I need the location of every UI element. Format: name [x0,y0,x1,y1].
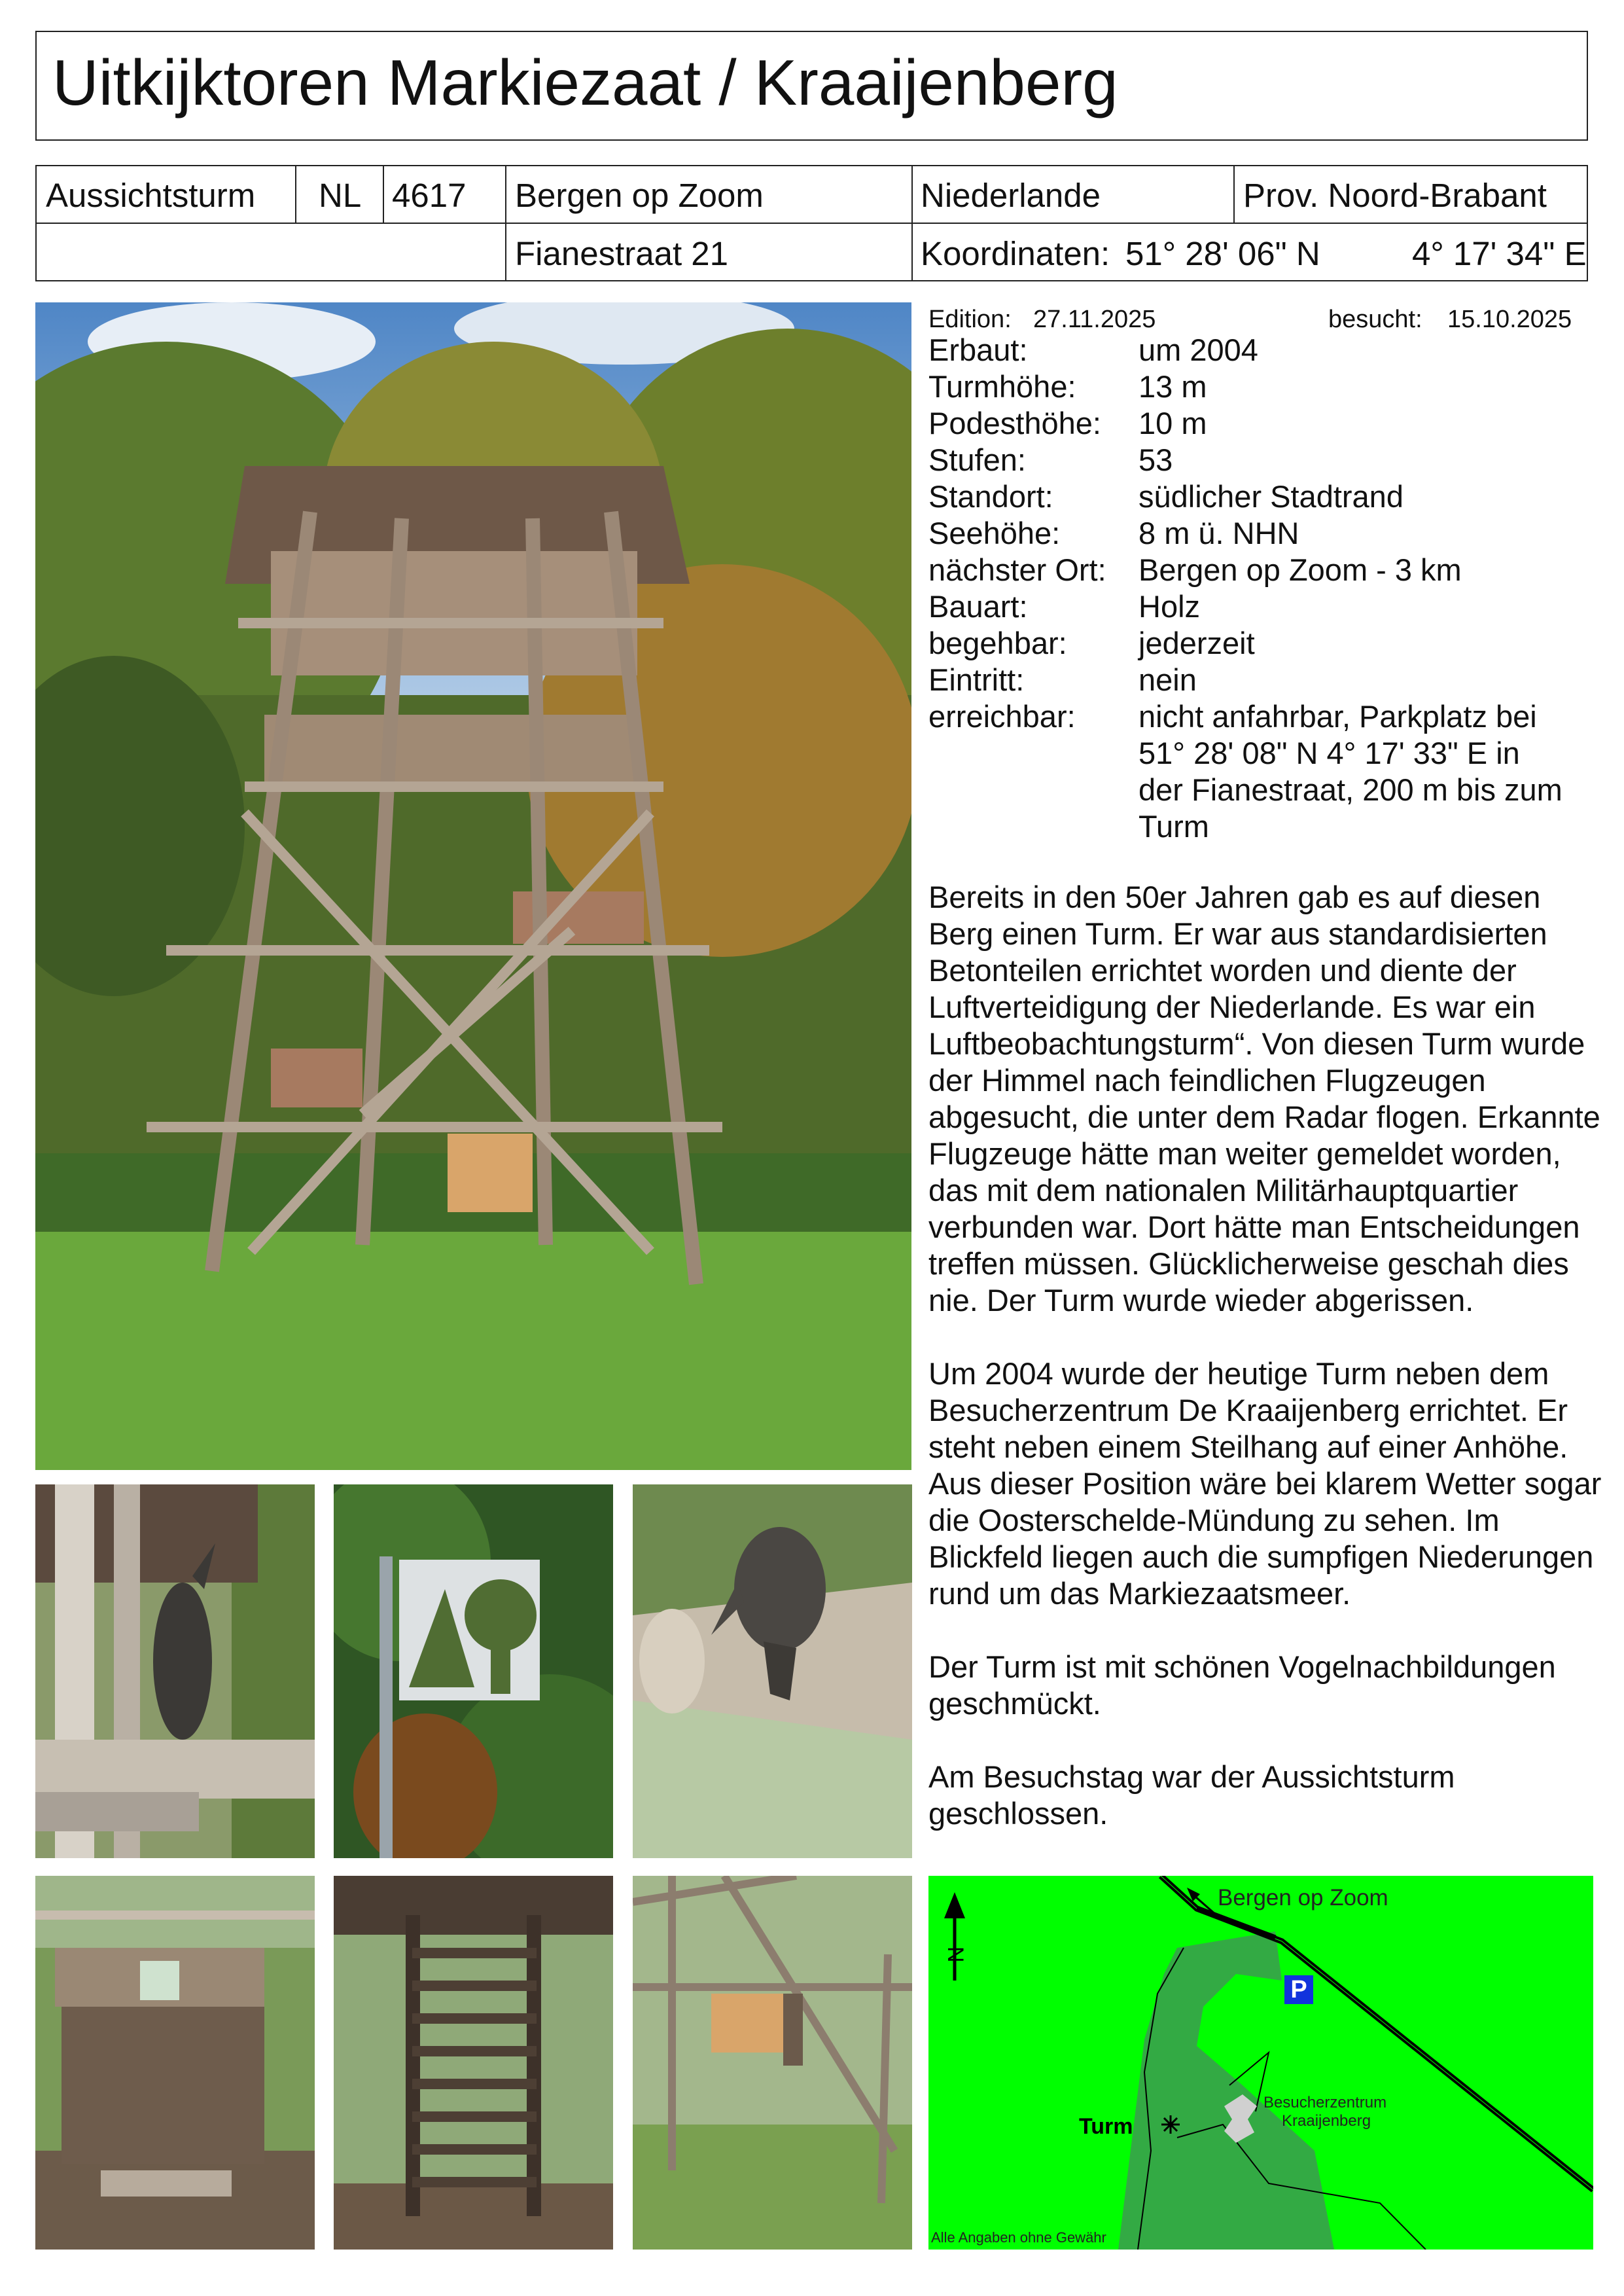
map-center-label: Besucherzentrum [1263,2094,1387,2111]
visited-date: 15.10.2025 [1447,306,1572,333]
photo-stairs [334,1876,613,2250]
fact-label: Eintritt: [928,662,1025,697]
cell-street: Fianestraat 21 [515,235,729,272]
map-graphic [928,1876,1593,2250]
cell-type: Aussichtsturm [46,177,256,214]
visited-label: besucht: [1328,306,1422,333]
location-map [928,1876,1593,2250]
fact-label: Stufen: [928,442,1026,477]
reach-detail: Turm [1139,809,1209,844]
map-north-label: N [943,1946,968,1963]
photo-booth [35,1876,315,2250]
table-divider [37,223,1587,224]
cell-city: Bergen op Zoom [515,177,764,214]
table-divider [1233,166,1235,223]
fact-label: erreichbar: [928,699,1076,734]
fact-label: Podesthöhe: [928,406,1101,440]
table-divider [383,166,384,223]
fact-value: jederzeit [1139,626,1255,660]
info-table [35,165,1588,281]
photo-bird-sculpture [35,1484,315,1858]
fact-label: Erbaut: [928,332,1028,367]
tower-marker-icon [1161,2115,1180,2134]
fact-value: 13 m [1139,369,1207,404]
table-divider [911,166,913,281]
fact-value: nicht anfahrbar, Parkplatz bei [1139,699,1537,734]
paragraph: Am Besuchstag war der Aussichtsturm geschlossen. [928,1759,1455,1831]
map-center-label: Kraaijenberg [1282,2112,1371,2130]
photo-tower-base [633,1876,912,2250]
cell-country-code: NL [319,177,362,214]
fact-value: 10 m [1139,406,1207,440]
map-disclaimer: Alle Angaben ohne Gewähr [931,2229,1106,2246]
edition-label: Edition: [928,306,1012,333]
fact-value: nein [1139,662,1197,697]
paragraph: Der Turm ist mit schönen Vogelnachbildungen geschmückt. [928,1649,1556,1721]
map-tower-label: Turm [1079,2114,1133,2139]
main-photo-tower [35,302,911,1470]
fact-label: Turmhöhe: [928,369,1076,404]
fact-value: 8 m ü. NHN [1139,516,1299,550]
fact-label: Standort: [928,479,1053,514]
cell-longitude: 4° 17' 34" E [1412,235,1587,272]
fact-value: Holz [1139,589,1201,624]
map-road-label: Bergen op Zoom [1218,1885,1388,1910]
page-title: Uitkijktoren Markiezaat / Kraaijenberg [52,46,1118,118]
table-divider [505,166,506,281]
photo-bird-on-log [633,1484,912,1858]
parking-label: P [1290,1976,1307,2003]
fact-value: südlicher Stadtrand [1139,479,1403,514]
cell-country: Niederlande [921,177,1101,214]
cell-latitude: 51° 28' 06" N [1125,235,1320,272]
fact-label: nächster Ort: [928,552,1106,587]
cell-province: Prov. Noord-Brabant [1243,177,1547,214]
fact-value: Bergen op Zoom - 3 km [1139,552,1462,587]
cell-postcode: 4617 [392,177,467,214]
fact-label: Bauart: [928,589,1028,624]
reach-detail: der Fianestraat, 200 m bis zum [1139,772,1562,807]
description-text [928,879,1602,1869]
fact-label: begehbar: [928,626,1067,660]
reach-detail: 51° 28' 08" N 4° 17' 33" E in [1139,736,1520,770]
paragraph: Bereits in den 50er Jahren gab es auf diesen Berg einen Turm. Er war aus standardisierten Betonteilen errichtet worden und diente der Luftverteidigung der Niederlande. Es war ein Luftbeobachtungsturm“. Von diesen Turm wurde der Himmel nach feindlichen Flugzeugen abgesucht, die unter dem Radar flogen. Erkannte Flugzeuge hätte man weiter gemeldet worden, das mit dem nationalen Militärhauptquartier verbunden war. Dort hätte man Entscheidungen treffen müssen. Glücklicherweise geschah dies nie. Der Turm wurde wieder abgerissen. [928,880,1600,1318]
paragraph: Um 2004 wurde der heutige Turm neben dem Besucherzentrum De Kraaijenberg errichtet. Er steht neben einem Steilhang auf einer Anhöhe. Aus dieser Position wäre bei klarem Wetter sogar die Oosterschelde-Mündung zu sehen. Im Blickfeld liegen auch die sumpfigen Niederungen rund um das Markiezaatsmeer. [928,1356,1602,1611]
edition-date: 27.11.2025 [1033,306,1156,333]
photo-sign [334,1484,613,1858]
fact-value: 53 [1139,442,1173,477]
title-box [35,31,1588,141]
fact-label: Seehöhe: [928,516,1061,550]
table-divider [295,166,296,223]
cell-coord-label: Koordinaten: [921,235,1110,272]
fact-value: um 2004 [1139,332,1258,367]
